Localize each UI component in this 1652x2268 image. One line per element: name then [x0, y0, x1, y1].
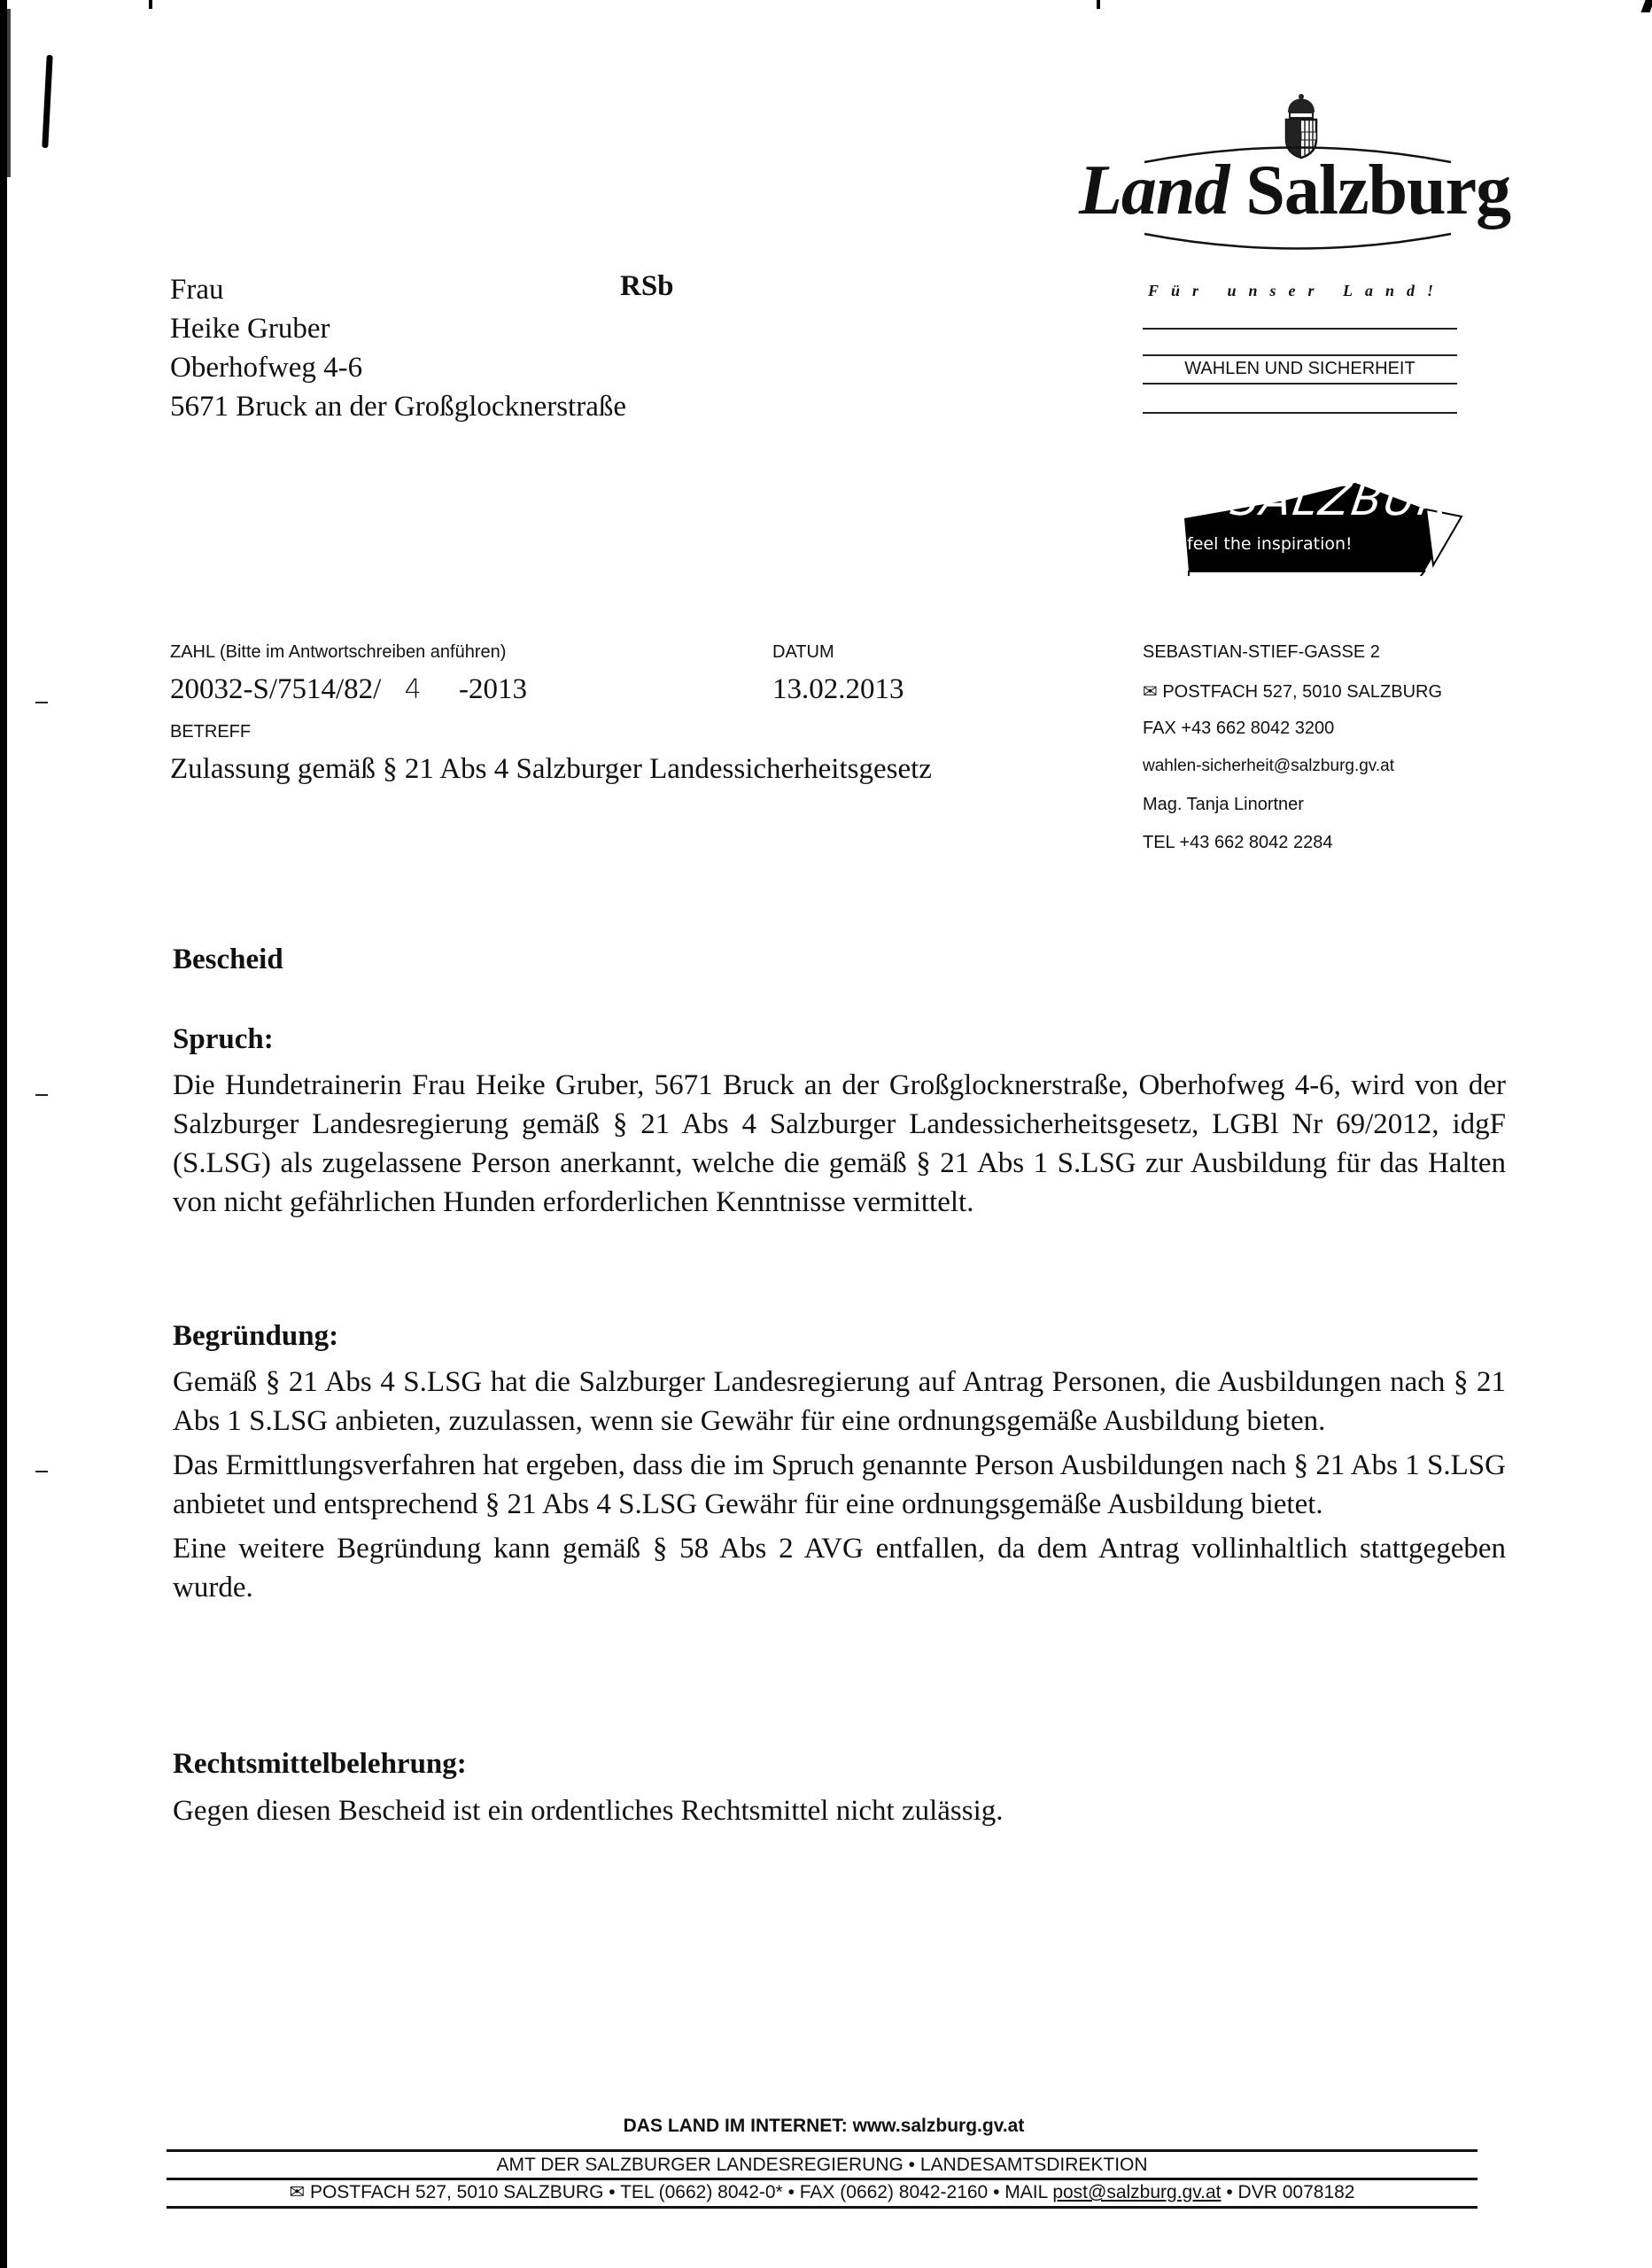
- spruch-text: Die Hundetrainerin Frau Heike Gruber, 5671 Bruck an der Großglocknerstraße, Oberhofweg 4-6, wird von der Salzburger Landesregierung gemäß § 21 Abs 4 Salzburger Landessicherheitsgesetz, LGBl Nr 69/2012, idgF (S.LSG) als zugelassene Person anerkannt, welche die gemäß § 21 Abs 1 S.LSG zur Ausbildung für das Halten von nicht gefährlichen Hunden erforderlichen Kenntnisse vermittelt.: [173, 1069, 1506, 1218]
- footer-divider: [167, 2178, 1477, 2180]
- footer-dvr: • DVR 0078182: [1221, 2182, 1355, 2202]
- divider: [1143, 412, 1457, 414]
- fold-mark: [35, 702, 48, 703]
- brand-bold: Salzburg: [1245, 151, 1511, 229]
- zahl-prefix: 20032-S/7514/82/: [170, 673, 382, 705]
- badge-title: SALZBURG: [1227, 474, 1491, 525]
- scan-edge: [7, 9, 11, 177]
- divider: [1143, 328, 1457, 330]
- postbox-text: POSTFACH 527, 5010 SALZBURG: [1162, 682, 1443, 702]
- betreff-value: Zulassung gemäß § 21 Abs 4 Salzburger Landessicherheitsgesetz: [170, 753, 932, 785]
- badge-subtitle: feel the inspiration!: [1187, 534, 1353, 554]
- begruendung-heading: Begründung:: [173, 1320, 339, 1352]
- footer-contact-text: POSTFACH 527, 5010 SALZBURG • TEL (0662) 8042-0* • FAX (0662) 8042-2160 • MAIL: [309, 2182, 1053, 2202]
- document-title: Bescheid: [173, 944, 283, 975]
- recipient-name: Heike Gruber: [170, 313, 330, 345]
- contact-email[interactable]: wahlen-sicherheit@salzburg.gv.at: [1143, 757, 1395, 775]
- scan-mark: [149, 0, 152, 9]
- pen-mark: [42, 55, 52, 148]
- footer-divider: [167, 2149, 1477, 2152]
- recipient-salutation: Frau: [170, 274, 224, 306]
- brand-logo-text: [1079, 151, 1511, 229]
- zahl-handwritten: 4: [404, 674, 422, 705]
- zahl-value: [170, 673, 527, 706]
- scan-mark: [1097, 0, 1100, 9]
- rechtsmittel-text: Gegen diesen Bescheid ist ein ordentliches Rechtsmittel nicht zulässig.: [173, 1795, 1004, 1827]
- contact-postbox: [1143, 680, 1442, 703]
- contact-address: SEBASTIAN-STIEF-GASSE 2: [1143, 642, 1380, 662]
- delivery-type: RSb: [620, 270, 674, 302]
- contact-person: Mag. Tanja Linortner: [1143, 795, 1304, 814]
- recipient-city: 5671 Bruck an der Großglocknerstraße: [170, 391, 626, 423]
- contact-tel: TEL +43 662 8042 2284: [1143, 833, 1333, 852]
- fold-mark: [35, 1471, 48, 1472]
- footer-internet: DAS LAND IM INTERNET: www.salzburg.gv.at: [623, 2116, 1025, 2136]
- footer-mail-link[interactable]: post@salzburg.gv.at: [1052, 2182, 1222, 2202]
- recipient-address: [170, 270, 626, 426]
- zahl-label: ZAHL (Bitte im Antwortschreiben anführen): [170, 642, 507, 662]
- brand-italic: Land: [1079, 151, 1229, 229]
- department-name: WAHLEN UND SICHERHEIT: [1184, 359, 1415, 378]
- spruch-heading: Spruch:: [173, 1023, 274, 1055]
- datum-label: DATUM: [772, 642, 834, 662]
- scan-mark: [1640, 0, 1652, 12]
- divider: [1143, 354, 1457, 356]
- logo-arc-bottom: [1143, 232, 1453, 259]
- motto: Für unser Land!: [1148, 282, 1446, 299]
- begruendung-paragraph: Gemäß § 21 Abs 4 S.LSG hat die Salzburger Landesregierung auf Antrag Personen, die Ausbildungen nach § 21 Abs 1 S.LSG anbieten, zuzulassen, wenn sie Gewähr für eine ordnungsgemäße Ausbildung bieten.: [173, 1366, 1506, 1437]
- datum-value: 13.02.2013: [772, 673, 904, 705]
- footer-contact: [167, 2181, 1477, 2203]
- begruendung-paragraph: Eine weitere Begründung kann gemäß § 58 Abs 2 AVG entfallen, da dem Antrag vollinhaltlich stattgegeben wurde.: [173, 1533, 1506, 1604]
- divider: [1143, 383, 1457, 384]
- begruendung-paragraph: Das Ermittlungsverfahren hat ergeben, dass die im Spruch genannte Person Ausbildungen nach § 21 Abs 1 S.LSG anbietet und entsprechend § 21 Abs 4 S.LSG Gewähr für eine ordnungsgemäße Ausbildung bietet.: [173, 1449, 1506, 1520]
- contact-fax: FAX +43 662 8042 3200: [1143, 718, 1335, 738]
- footer-office: AMT DER SALZBURGER LANDESREGIERUNG • LANDESAMTSDIREKTION: [496, 2155, 1148, 2175]
- envelope-icon: ✉: [289, 2182, 306, 2202]
- footer-divider: [167, 2206, 1477, 2209]
- scan-edge: [0, 0, 7, 2268]
- betreff-label: BETREFF: [170, 722, 252, 742]
- zahl-suffix: -2013: [458, 673, 527, 705]
- begruendung-text: [173, 1363, 1506, 1612]
- envelope-icon: ✉: [1143, 682, 1158, 702]
- fold-mark: [35, 1094, 48, 1096]
- recipient-street: Oberhofweg 4-6: [170, 352, 363, 384]
- rechtsmittel-heading: Rechtsmittelbelehrung:: [173, 1748, 467, 1780]
